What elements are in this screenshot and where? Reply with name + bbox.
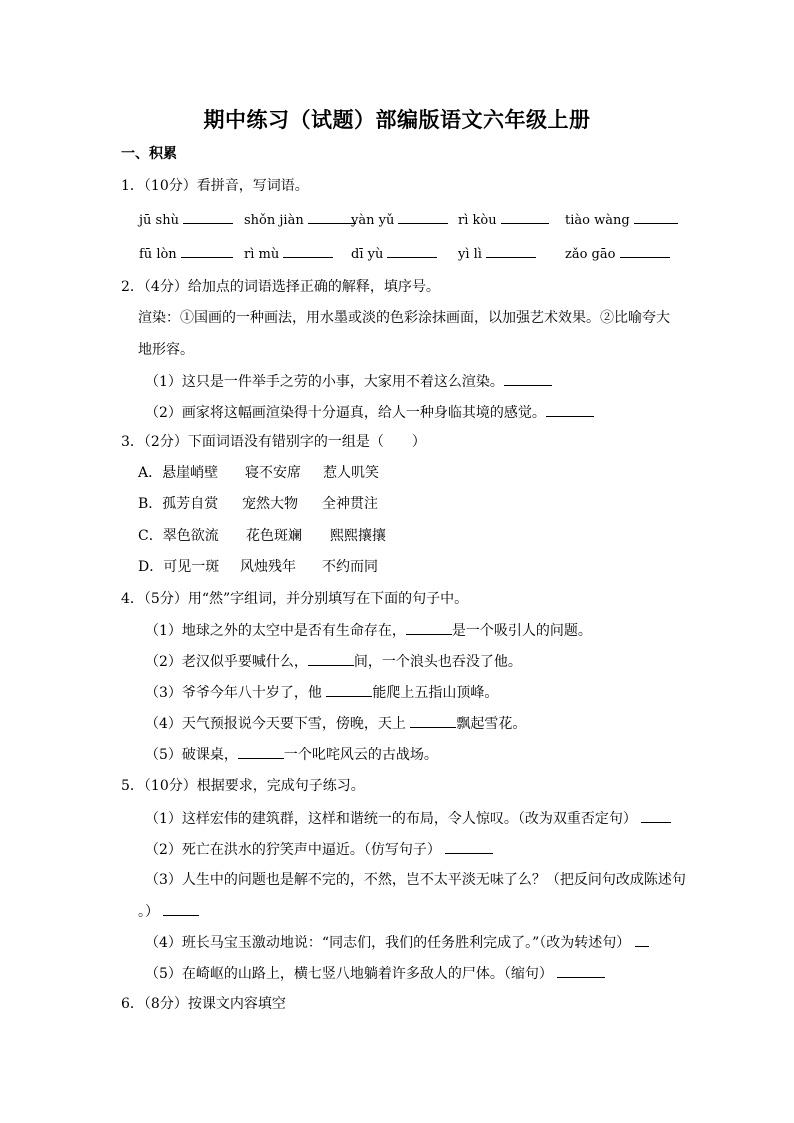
pinyin-row-1 (0, 210, 794, 228)
answer-blank[interactable] (445, 840, 493, 854)
section-heading: 一、积累 (121, 146, 177, 162)
pinyin-item: yàn yǔ (351, 210, 448, 230)
answer-blank[interactable] (183, 210, 233, 224)
option-b[interactable]: B．孤芳自赏 宠然大物 全神贯注 (138, 496, 378, 512)
answer-blank[interactable] (181, 244, 233, 258)
pinyin-item: zǎo gāo (565, 244, 670, 264)
pinyin-row-2 (0, 244, 794, 262)
option-d[interactable]: D．可见一斑 风烛残年 不约而同 (138, 559, 378, 575)
pinyin-item: tiào wàng (565, 210, 678, 230)
option-c[interactable]: C．翠色欲流 花色斑斓 熙熙攘攘 (138, 528, 386, 544)
answer-blank[interactable] (387, 244, 437, 258)
answer-blank[interactable] (283, 244, 333, 258)
question-5-sentence-2: （2）死亡在洪水的狞笑声中逼近。（仿写句子） (145, 840, 493, 859)
answer-blank[interactable] (398, 210, 448, 224)
question-2-sentence-1: （1）这只是一件举手之劳的小事，大家用不着这么渲染。 (145, 372, 552, 391)
question-6-stem: 6．（8分）按课文内容填空 (121, 996, 286, 1012)
question-1-stem: 1．（10分）看拼音，写词语。 (121, 178, 309, 194)
answer-blank[interactable] (406, 621, 452, 635)
pinyin-item: yì lì (458, 244, 536, 264)
answer-blank[interactable] (163, 902, 199, 916)
answer-blank[interactable] (634, 210, 678, 224)
pinyin-item: rì kòu (458, 210, 549, 230)
question-5-sentence-3-cont: 。） (138, 902, 199, 921)
answer-blank[interactable] (620, 244, 670, 258)
pinyin-item: rì mù (244, 244, 333, 264)
answer-blank[interactable] (504, 372, 552, 386)
question-4-sentence-3: （3）爷爷今年八十岁了，他 能爬上五指山顶峰。 (145, 685, 499, 701)
pinyin-item: dī yù (351, 244, 437, 264)
question-3-stem: 3．（2分）下面词语没有错别字的一组是（ ） (121, 434, 426, 450)
question-2-stem: 2．（4分）给加点的词语选择正确的解释，填序号。 (121, 279, 440, 295)
answer-blank[interactable] (238, 745, 284, 759)
answer-blank[interactable] (641, 809, 671, 823)
question-4-sentence-2: （2）老汉似乎要喊什么， 间，一个浪头也吞没了他。 (145, 654, 522, 670)
question-4-sentence-1: （1）地球之外的太空中是否有生命存在， 是一个吸引人的问题。 (145, 623, 592, 639)
pinyin-item: jū shù (139, 210, 233, 230)
answer-blank[interactable] (308, 210, 356, 224)
answer-blank[interactable] (557, 964, 605, 978)
question-4-sentence-5: （5）破课桌， 一个叱咤风云的古战场。 (145, 747, 438, 763)
question-5-stem: 5．（10分）根据要求，完成句子练习。 (121, 778, 365, 794)
question-5-sentence-1: （1）这样宏伟的建筑群，这样和谐统一的布局，令人惊叹。（改为双重否定句） (145, 809, 671, 828)
answer-blank[interactable] (308, 652, 354, 666)
definition-line-2: 地形容。 (138, 342, 194, 358)
option-a[interactable]: A．悬崖峭壁 寝不安席 惹人叽笑 (138, 465, 379, 481)
question-2-sentence-2: （2）画家将这幅画渲染得十分逼真，给人一种身临其境的感觉。 (145, 403, 594, 422)
answer-blank[interactable] (501, 210, 549, 224)
answer-blank[interactable] (546, 403, 594, 417)
question-5-sentence-5: （5）在崎岖的山路上，横七竖八地躺着许多敌人的尸体。（缩句） (145, 964, 605, 983)
question-4-stem: 4．（5分）用“然”字组词，并分别填写在下面的句子中。 (121, 591, 469, 607)
pinyin-item: shǒn jiàn (244, 210, 356, 230)
page-title: 期中练习（试题）部编版语文六年级上册 (203, 107, 591, 132)
question-5-sentence-3: （3）人生中的问题也是解不完的，不然，岂不太平淡无味了么？（把反问句改成陈述句 (145, 872, 686, 888)
answer-blank[interactable] (326, 683, 372, 697)
definition-line-1: 渲染：①国画的一种画法，用水墨或淡的色彩涂抹画面，以加强艺术效果。②比喻夸大 (138, 310, 670, 326)
answer-blank[interactable] (486, 244, 536, 258)
question-4-sentence-4: （4）天气预报说今天要下雪，傍晚，天上 飘起雪花。 (145, 716, 527, 732)
question-5-sentence-4: （4）班长马宝玉激动地说：“同志们，我们的任务胜利完成了。”（改为转述句） (145, 933, 649, 952)
answer-blank[interactable] (635, 933, 649, 947)
pinyin-item: fū lòn (139, 244, 233, 264)
answer-blank[interactable] (410, 714, 456, 728)
